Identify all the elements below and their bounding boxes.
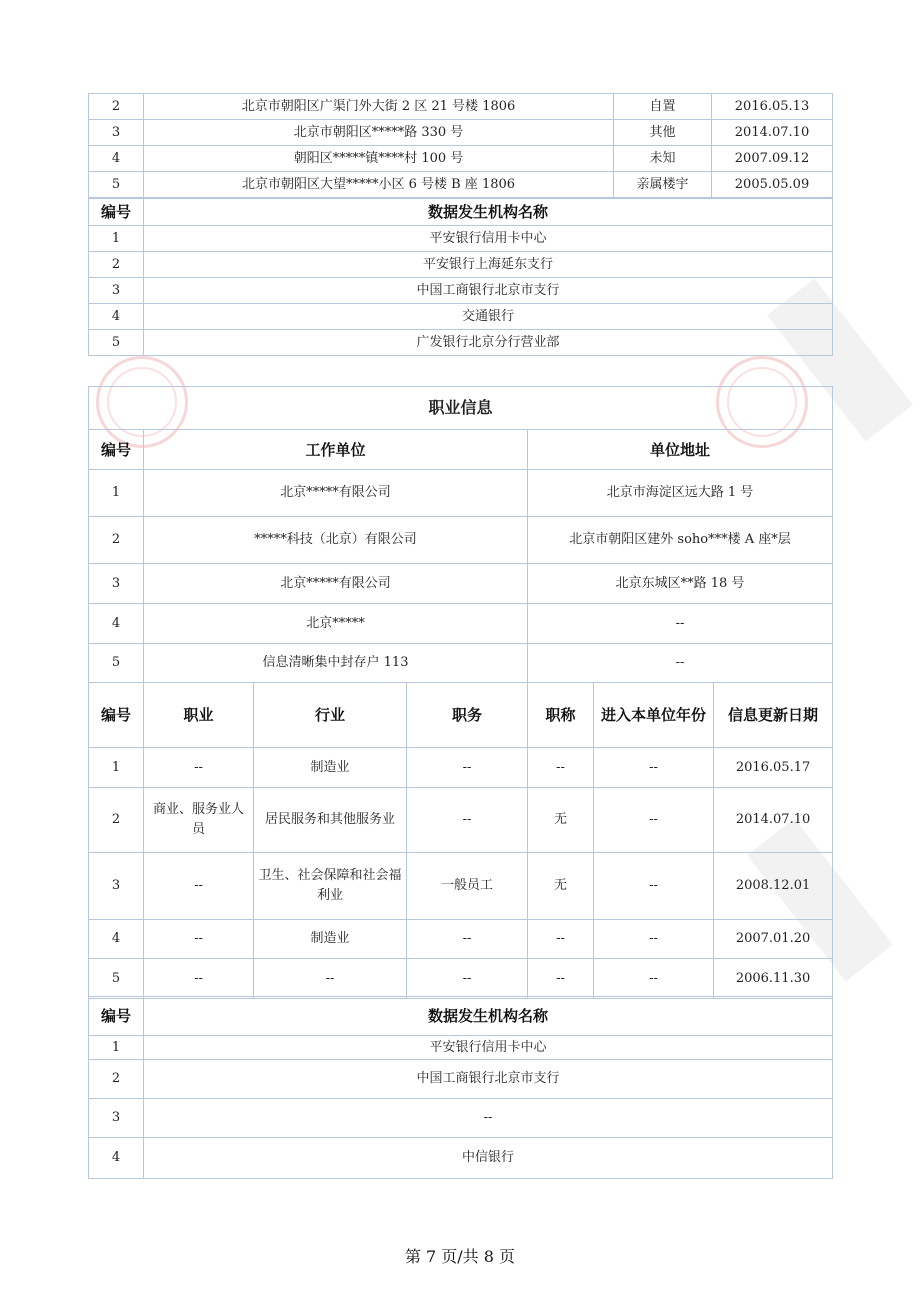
table-row: [89, 120, 833, 146]
row-number: 5: [89, 172, 144, 198]
header-position: 职务: [407, 683, 528, 748]
table-row: [89, 1138, 833, 1179]
employer-address-cell: 北京市朝阳区建外 soho***楼 A 座*层: [528, 517, 833, 564]
header-join-year: 进入本单位年份: [594, 683, 714, 748]
residence-status-cell: 自置: [614, 94, 712, 120]
industry-cell: 制造业: [254, 748, 407, 788]
header-institution-name: 数据发生机构名称: [144, 199, 833, 226]
detail-header-row: [89, 683, 833, 748]
occupation-cell: --: [144, 853, 254, 920]
row-number: 4: [89, 304, 144, 330]
job-section-title: 职业信息: [89, 387, 833, 430]
employer-cell: *****科技（北京）有限公司: [144, 517, 528, 564]
job-table: [88, 386, 833, 999]
table-row: [89, 278, 833, 304]
position-cell: --: [407, 788, 528, 853]
job-institution-table: [88, 996, 833, 1179]
table-row: [89, 748, 833, 788]
header-no: 编号: [89, 430, 144, 470]
row-number: 2: [89, 788, 144, 853]
table-row: [89, 517, 833, 564]
table-row: [89, 146, 833, 172]
occupation-cell: 商业、服务业人员: [144, 788, 254, 853]
join-year-cell: --: [594, 959, 714, 999]
title-rank-cell: --: [528, 920, 594, 959]
row-number: 5: [89, 959, 144, 999]
table-row: [89, 94, 833, 120]
employer-cell: 信息清晰集中封存户 113: [144, 644, 528, 683]
position-cell: --: [407, 748, 528, 788]
employer-cell: 北京*****有限公司: [144, 470, 528, 517]
employer-address-cell: --: [528, 644, 833, 683]
row-number: 4: [89, 920, 144, 959]
header-title-rank: 职称: [528, 683, 594, 748]
title-rank-cell: --: [528, 959, 594, 999]
address-institution-table: [88, 198, 833, 356]
address-cell: 朝阳区*****镇****村 100 号: [144, 146, 614, 172]
institution-name-cell: 平安银行信用卡中心: [144, 1036, 833, 1060]
join-year-cell: --: [594, 748, 714, 788]
occupation-cell: --: [144, 920, 254, 959]
employer-address-cell: --: [528, 604, 833, 644]
institution-name-cell: 平安银行上海延东支行: [144, 252, 833, 278]
row-number: 4: [89, 604, 144, 644]
update-date-cell: 2016.05.13: [712, 94, 833, 120]
table-row: [89, 959, 833, 999]
header-institution-name: 数据发生机构名称: [144, 997, 833, 1036]
row-number: 5: [89, 644, 144, 683]
table-row: [89, 330, 833, 356]
row-number: 1: [89, 748, 144, 788]
row-number: 3: [89, 853, 144, 920]
header-no: 编号: [89, 683, 144, 748]
join-year-cell: --: [594, 788, 714, 853]
row-number: 4: [89, 1138, 144, 1179]
header-no: 编号: [89, 997, 144, 1036]
residence-status-cell: 未知: [614, 146, 712, 172]
table-row: [89, 470, 833, 517]
table-row: [89, 920, 833, 959]
row-number: 1: [89, 1036, 144, 1060]
row-number: 3: [89, 278, 144, 304]
header-occupation: 职业: [144, 683, 254, 748]
row-number: 2: [89, 94, 144, 120]
table-row: [89, 1060, 833, 1099]
table-row: [89, 1036, 833, 1060]
header-update-date: 信息更新日期: [714, 683, 833, 748]
update-date-cell: 2014.07.10: [714, 788, 833, 853]
address-cell: 北京市朝阳区广渠门外大街 2 区 21 号楼 1806: [144, 94, 614, 120]
institution-name-cell: 广发银行北京分行营业部: [144, 330, 833, 356]
table-row: [89, 252, 833, 278]
header-no: 编号: [89, 199, 144, 226]
row-number: 1: [89, 470, 144, 517]
table-row: [89, 644, 833, 683]
employer-cell: 北京*****: [144, 604, 528, 644]
row-number: 3: [89, 120, 144, 146]
title-rank-cell: --: [528, 748, 594, 788]
update-date-cell: 2014.07.10: [712, 120, 833, 146]
position-cell: --: [407, 920, 528, 959]
employer-address-cell: 北京市海淀区远大路 1 号: [528, 470, 833, 517]
occupation-cell: --: [144, 959, 254, 999]
address-cell: 北京市朝阳区*****路 330 号: [144, 120, 614, 146]
table-row: [89, 564, 833, 604]
row-number: 2: [89, 1060, 144, 1099]
employer-cell: 北京*****有限公司: [144, 564, 528, 604]
row-number: 2: [89, 252, 144, 278]
institution-name-cell: 交通银行: [144, 304, 833, 330]
join-year-cell: --: [594, 853, 714, 920]
update-date-cell: 2007.01.20: [714, 920, 833, 959]
title-rank-cell: 无: [528, 853, 594, 920]
row-number: 4: [89, 146, 144, 172]
residence-status-cell: 其他: [614, 120, 712, 146]
table-row: [89, 172, 833, 198]
industry-cell: --: [254, 959, 407, 999]
institution-name-cell: 中信银行: [144, 1138, 833, 1179]
address-cell: 北京市朝阳区大望*****小区 6 号楼 B 座 1806: [144, 172, 614, 198]
employer-address-cell: 北京东城区**路 18 号: [528, 564, 833, 604]
occupation-cell: --: [144, 748, 254, 788]
header-employer: 工作单位: [144, 430, 528, 470]
institution-name-cell: 平安银行信用卡中心: [144, 226, 833, 252]
row-number: 3: [89, 1099, 144, 1138]
update-date-cell: 2016.05.17: [714, 748, 833, 788]
position-cell: --: [407, 959, 528, 999]
page-footer: 第 7 页/共 8 页: [404, 1247, 516, 1266]
join-year-cell: --: [594, 920, 714, 959]
header-industry: 行业: [254, 683, 407, 748]
institution-name-cell: 中国工商银行北京市支行: [144, 1060, 833, 1099]
update-date-cell: 2008.12.01: [714, 853, 833, 920]
residence-status-cell: 亲属楼宇: [614, 172, 712, 198]
industry-cell: 制造业: [254, 920, 407, 959]
row-number: 2: [89, 517, 144, 564]
position-cell: 一般员工: [407, 853, 528, 920]
address-table: [88, 93, 833, 198]
row-number: 3: [89, 564, 144, 604]
update-date-cell: 2006.11.30: [714, 959, 833, 999]
row-number: 1: [89, 226, 144, 252]
institution-name-cell: 中国工商银行北京市支行: [144, 278, 833, 304]
update-date-cell: 2007.09.12: [712, 146, 833, 172]
title-rank-cell: 无: [528, 788, 594, 853]
industry-cell: 居民服务和其他服务业: [254, 788, 407, 853]
table-row: [89, 1099, 833, 1138]
update-date-cell: 2005.05.09: [712, 172, 833, 198]
institution-name-cell: --: [144, 1099, 833, 1138]
table-row: [89, 304, 833, 330]
table-row: [89, 226, 833, 252]
header-employer-address: 单位地址: [528, 430, 833, 470]
table-row: [89, 604, 833, 644]
table-row: [89, 853, 833, 920]
industry-cell: 卫生、社会保障和社会福利业: [254, 853, 407, 920]
row-number: 5: [89, 330, 144, 356]
table-row: [89, 788, 833, 853]
